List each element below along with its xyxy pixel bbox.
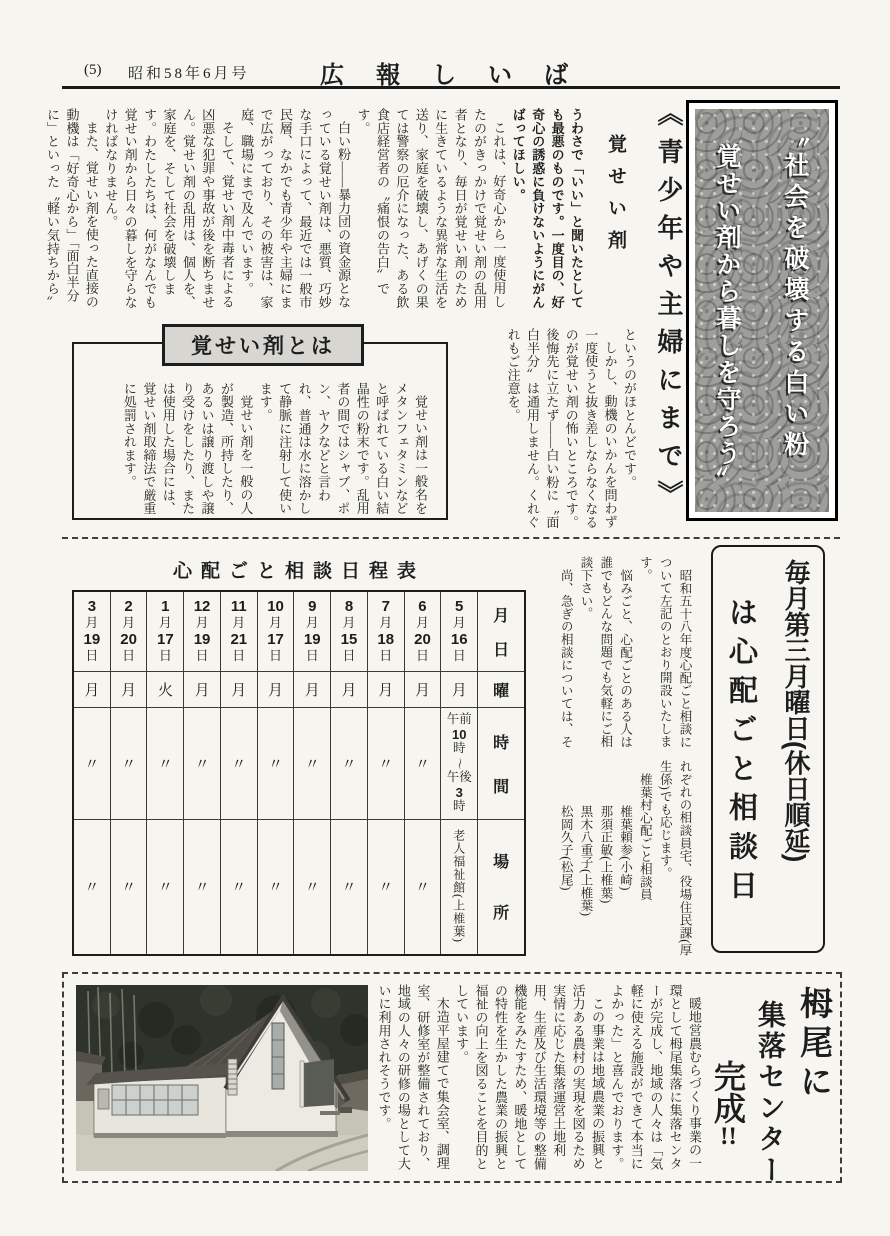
month-number: 9 bbox=[308, 598, 317, 616]
ditto-mark: 〃 bbox=[341, 879, 357, 896]
month-number: 3 bbox=[87, 598, 97, 616]
staff-name: 黒木八重子(上椎葉) bbox=[579, 805, 594, 917]
article-paragraph: 暖地営農むらづくり事業の一環として栂尾集落に集落センターが完成し、地域の人々は「気軽に使える施設ができて本当によかった」と喜んでおります。 bbox=[609, 984, 702, 1171]
table-column bbox=[368, 592, 405, 954]
header-weekday bbox=[478, 672, 524, 708]
time-token: 時 bbox=[452, 799, 466, 814]
header-char: 時 bbox=[493, 734, 510, 752]
day-number: 17 bbox=[156, 631, 174, 648]
header-month-day bbox=[478, 592, 524, 672]
banner-line-2: 覚せい剤から暮しを守ろう〟 bbox=[713, 143, 741, 494]
article-paragraph: しかし、動機のいかんを問わず一度使うと抜き差しならなくなるのが覚せい剤の怖いところです。後悔先に立たず――白い粉に〝面白半分〟は通用しません。くれぐれもご注意を。 bbox=[505, 328, 618, 529]
table-column bbox=[405, 592, 442, 954]
consultation-paragraph: れぞれの相談員宅、役場住民課(厚生係)でも応じます。 bbox=[658, 760, 692, 957]
article-paragraph: というのがほとんどです。 bbox=[622, 328, 637, 489]
ditto-mark: 〃 bbox=[84, 879, 100, 896]
place-cell bbox=[258, 820, 294, 952]
month-number: 5 bbox=[455, 598, 464, 616]
banner-line-1: 〝社会を破壊する白い粉 bbox=[781, 121, 809, 462]
article-paragraph: また、覚せい剤を使った直接の動機は「好奇心から」「面白半分に」といった〝軽い気持ちから〟 bbox=[45, 108, 99, 309]
ditto-mark: 〃 bbox=[194, 879, 210, 896]
time-cell bbox=[441, 708, 477, 820]
ditto-mark: 〃 bbox=[414, 879, 430, 896]
place-cell bbox=[405, 820, 441, 952]
schedule-table-title: 心配ごと相談日程表 bbox=[172, 561, 425, 582]
what-is-stimulant-box bbox=[72, 335, 448, 520]
consultation-headline-line2: は心配ごと相談日 bbox=[725, 597, 757, 909]
day-number: 20 bbox=[120, 631, 137, 648]
staff-list-title: 椎葉村心配ごと相談員 bbox=[638, 772, 653, 901]
consultation-paragraph: 悩みごと、心配ごとのある人は誰でもどんな問題でも気軽にご相談下さい。 bbox=[579, 556, 633, 748]
day-number: 20 bbox=[414, 631, 431, 648]
issue-date: 昭和58年6月号 bbox=[128, 66, 250, 82]
box-title: 覚せい剤とは bbox=[162, 324, 364, 366]
day-number: 19 bbox=[193, 631, 211, 648]
staff-name: 椎葉頼参(小崎) bbox=[618, 805, 633, 891]
date-cell bbox=[258, 592, 294, 672]
date-cell bbox=[294, 592, 330, 672]
header-place bbox=[478, 820, 524, 952]
place-cell bbox=[74, 820, 110, 952]
day-kanji: 日 bbox=[269, 647, 283, 663]
headline-word: 完成 bbox=[710, 1060, 746, 1124]
month-kanji: 月 bbox=[195, 615, 209, 631]
day-number: 17 bbox=[267, 631, 284, 648]
header-char: 日 bbox=[493, 642, 510, 660]
section-divider bbox=[62, 537, 840, 539]
consultation-text-lower bbox=[544, 760, 694, 960]
month-kanji: 月 bbox=[415, 615, 429, 631]
table-column bbox=[184, 592, 221, 954]
page-number: (5) bbox=[84, 62, 102, 78]
bottom-headline-line1: 栂尾に bbox=[795, 986, 831, 1103]
header-char: 曜 bbox=[493, 683, 510, 700]
place-cell bbox=[111, 820, 147, 952]
table-column bbox=[258, 592, 295, 954]
date-cell bbox=[441, 592, 477, 672]
weekday-cell: 月 bbox=[74, 672, 110, 708]
place-cell bbox=[368, 820, 404, 952]
day-number: 19 bbox=[83, 631, 101, 648]
drug-article-row1 bbox=[45, 108, 642, 310]
header-char: 間 bbox=[493, 779, 510, 797]
time-cell bbox=[147, 708, 183, 820]
month-number: 8 bbox=[344, 598, 354, 616]
month-kanji: 月 bbox=[452, 615, 466, 631]
day-kanji: 日 bbox=[85, 647, 99, 663]
weekday-cell: 月 bbox=[331, 672, 367, 708]
date-cell bbox=[368, 592, 404, 672]
article-paragraph: 白い粉――暴力団の資金源となっている覚せい剤は、悪質、巧妙な手口によって、最近では一般市民層、なかでも青少年や主婦にまで広がっており、その被害は、家庭、職場にまで及んでいます。 bbox=[239, 108, 352, 309]
consultation-paragraph: 尚、急ぎの相談については、そ bbox=[559, 568, 574, 748]
weekday-cell: 月 bbox=[368, 672, 404, 708]
time-token: 時 bbox=[452, 741, 466, 756]
table-column bbox=[294, 592, 331, 954]
article-paragraph: これは、好奇心から一度使用したのがきっかけで覚せい剤の乱用者となり、毎日が覚せい剤のために生きているような異常な生活を送り、家庭を破壊し、あげくの果ては警察の厄介になった、ある飲食店経営者の〝痛恨の告白〟です。 bbox=[355, 108, 507, 309]
article-paragraph: この事業は地域農業の振興と活力ある農村の実現を図るため実情に応じた集落運営土地利用、生産及び生活環境等の整備機能をみたすため、暖地としての特性を生かした農業の振興と福祉の向上を図ることを目的としています。 bbox=[454, 984, 605, 1171]
weekday-cell: 火 bbox=[147, 672, 183, 708]
month-number: 7 bbox=[381, 598, 390, 616]
schedule-table bbox=[72, 590, 526, 956]
box-paragraph: 覚せい剤を一般の人が製造、所持したり、あるいは譲り渡しや譲り受けをしたり、または使用した場合には、覚せい剤取締法で厳重に処罰されます。 bbox=[121, 382, 254, 515]
weekday-cell: 月 bbox=[441, 672, 477, 708]
day-kanji: 日 bbox=[379, 647, 393, 663]
ditto-mark: 〃 bbox=[121, 879, 137, 896]
header-char: 所 bbox=[493, 905, 510, 923]
ditto-mark: 〃 bbox=[157, 879, 173, 896]
place-cell bbox=[441, 820, 477, 952]
article-paragraph: 木造平屋建てで集会室、調理室、研修室が整備されており、地域の人々の研修の場として大いに利用されそうです。 bbox=[376, 984, 450, 1171]
consultation-day-headline-box bbox=[711, 545, 825, 953]
month-kanji: 月 bbox=[158, 615, 172, 631]
date-cell bbox=[331, 592, 367, 672]
weekday-cell: 月 bbox=[258, 672, 294, 708]
time-token: 〜 bbox=[452, 757, 467, 770]
article-lead: うわさで「いい」と聞いたとしても最悪のものです。一度目の、好奇心の誘惑に負けないようにがんばってほしい。 bbox=[510, 108, 584, 309]
day-kanji: 日 bbox=[342, 647, 356, 663]
month-number: 12 bbox=[193, 598, 211, 616]
header-char: 場 bbox=[493, 853, 510, 871]
month-number: 10 bbox=[267, 598, 284, 616]
staff-name: 那須正敏(上椎葉) bbox=[598, 805, 613, 904]
article-title: 覚せい剤 bbox=[605, 134, 626, 262]
staff-name: 松岡久子(松尾) bbox=[559, 805, 574, 891]
table-header-column bbox=[478, 592, 524, 954]
ditto-mark: 〃 bbox=[84, 757, 100, 773]
place-cell bbox=[147, 820, 183, 952]
place-cell bbox=[294, 820, 330, 952]
consultation-text-upper bbox=[544, 556, 694, 754]
community-center-section bbox=[62, 972, 842, 1186]
day-kanji: 日 bbox=[122, 647, 136, 663]
month-kanji: 月 bbox=[85, 615, 99, 631]
ditto-mark: 〃 bbox=[414, 757, 430, 773]
slogan-banner bbox=[686, 100, 838, 521]
ditto-mark: 〃 bbox=[378, 757, 394, 773]
table-column bbox=[74, 592, 111, 954]
place-cell bbox=[221, 820, 257, 952]
time-cell bbox=[184, 708, 220, 820]
day-number: 15 bbox=[340, 631, 358, 648]
weekday-cell: 月 bbox=[221, 672, 257, 708]
consultation-headline-line1: 毎月第三月曜日(休日順延) bbox=[781, 559, 811, 863]
time-cell bbox=[221, 708, 257, 820]
ditto-mark: 〃 bbox=[231, 879, 247, 896]
box-paragraph: 覚せい剤は一般名をメタンフェタミンなどと呼ばれている白い結晶性の粉末です。乱用者の間ではシャブ、ポン、ヤクなどと言われ、普通は水に溶かして静脈に注射して使います。 bbox=[257, 382, 428, 515]
ditto-mark: 〃 bbox=[268, 879, 284, 896]
ditto-mark: 〃 bbox=[157, 757, 173, 773]
bottom-headline-line2: 集落センター bbox=[754, 1000, 785, 1186]
month-kanji: 月 bbox=[305, 615, 319, 631]
ditto-mark: 〃 bbox=[378, 879, 394, 896]
table-column-first bbox=[441, 592, 478, 954]
month-number: 11 bbox=[230, 598, 247, 616]
time-token: 3 bbox=[455, 784, 463, 800]
time-cell bbox=[111, 708, 147, 820]
day-kanji: 日 bbox=[305, 647, 319, 663]
masthead-title: 広報しいば bbox=[320, 63, 600, 89]
date-cell bbox=[184, 592, 220, 672]
time-cell bbox=[331, 708, 367, 820]
date-cell bbox=[405, 592, 441, 672]
day-number: 16 bbox=[450, 631, 468, 648]
table-column bbox=[221, 592, 258, 954]
date-cell bbox=[147, 592, 183, 672]
place-cell bbox=[184, 820, 220, 952]
banner-halftone-background bbox=[695, 109, 829, 512]
table-column bbox=[331, 592, 368, 954]
table-column bbox=[147, 592, 184, 954]
header-time bbox=[478, 708, 524, 820]
day-kanji: 日 bbox=[232, 647, 246, 663]
time-token: 10 bbox=[451, 726, 467, 742]
day-kanji: 日 bbox=[195, 647, 209, 663]
header-rule bbox=[62, 86, 840, 89]
month-number: 6 bbox=[418, 598, 427, 616]
article-paragraph: そして、覚せい剤中毒者による凶悪な犯罪や事故が後を断ちません。覚せい剤の乱用は、個人を、家庭を、そして社会を破壊します。わたしたちは、何がなんでも覚せい剤から日々の暮しを守らなければなりません。 bbox=[103, 108, 235, 309]
time-token: 午前 bbox=[446, 711, 472, 726]
month-kanji: 月 bbox=[232, 615, 246, 631]
time-cell bbox=[368, 708, 404, 820]
month-kanji: 月 bbox=[122, 615, 136, 631]
weekday-cell: 月 bbox=[184, 672, 220, 708]
drug-article-row2 bbox=[497, 328, 639, 532]
box-body bbox=[86, 382, 430, 516]
day-kanji: 日 bbox=[415, 647, 429, 663]
place-name: 老人福祉館(上椎葉) bbox=[451, 829, 466, 943]
ditto-mark: 〃 bbox=[121, 757, 137, 773]
weekday-cell: 月 bbox=[294, 672, 330, 708]
ditto-mark: 〃 bbox=[304, 757, 320, 773]
community-center-photo bbox=[76, 985, 368, 1171]
time-cell bbox=[258, 708, 294, 820]
table-column bbox=[111, 592, 148, 954]
day-number: 18 bbox=[377, 631, 395, 648]
section-heading-youth: 《青少年や主婦にまで》 bbox=[654, 100, 683, 518]
header-char: 月 bbox=[493, 607, 510, 625]
ditto-mark: 〃 bbox=[341, 757, 357, 773]
month-number: 1 bbox=[161, 598, 170, 616]
community-center-article bbox=[376, 984, 704, 1180]
time-cell bbox=[74, 708, 110, 820]
ditto-mark: 〃 bbox=[231, 757, 247, 773]
weekday-cell: 月 bbox=[405, 672, 441, 708]
double-exclamation: !! bbox=[720, 1124, 737, 1149]
time-token: 午後 bbox=[446, 770, 472, 785]
day-number: 19 bbox=[303, 631, 321, 648]
month-kanji: 月 bbox=[269, 615, 283, 631]
day-kanji: 日 bbox=[452, 647, 466, 663]
weekday-cell: 月 bbox=[111, 672, 147, 708]
month-kanji: 月 bbox=[379, 615, 393, 631]
ditto-mark: 〃 bbox=[194, 757, 210, 773]
time-cell bbox=[294, 708, 330, 820]
place-cell bbox=[331, 820, 367, 952]
day-kanji: 日 bbox=[158, 647, 172, 663]
bottom-headline-line3 bbox=[705, 1060, 751, 1149]
time-cell bbox=[405, 708, 441, 820]
ditto-mark: 〃 bbox=[268, 757, 284, 773]
ditto-mark: 〃 bbox=[304, 879, 320, 896]
day-number: 21 bbox=[230, 631, 248, 648]
consultation-paragraph: 昭和五十八年度心配ごと相談について左記のとおり開設いたします。 bbox=[638, 556, 692, 748]
month-kanji: 月 bbox=[342, 615, 356, 631]
date-cell bbox=[74, 592, 110, 672]
date-cell bbox=[111, 592, 147, 672]
date-cell bbox=[221, 592, 257, 672]
month-number: 2 bbox=[124, 598, 133, 616]
